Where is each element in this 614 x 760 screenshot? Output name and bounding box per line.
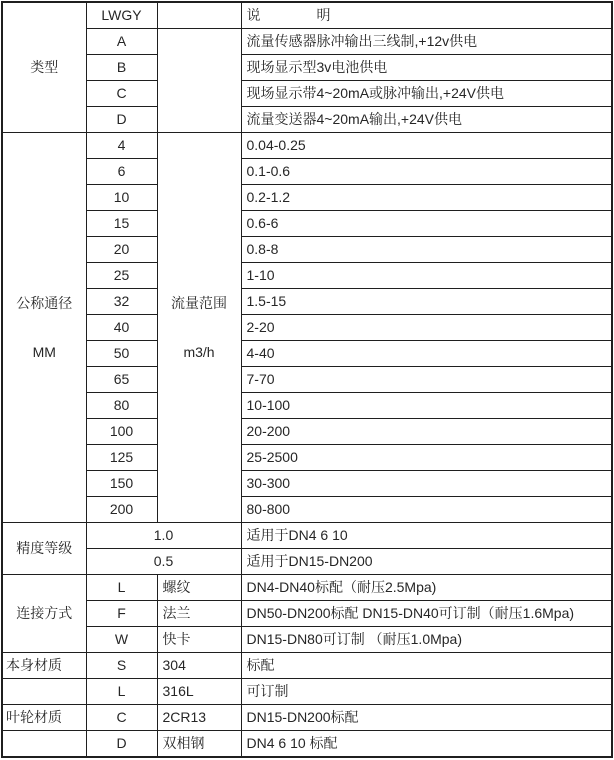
connection-code-cell: F xyxy=(86,601,157,627)
table-row xyxy=(2,523,612,549)
flow-range-cell: 20-200 xyxy=(241,419,612,445)
impeller-material-desc-cell: DN15-DN200标配 xyxy=(241,705,612,731)
diameter-size-cell: 25 xyxy=(86,263,157,289)
diameter-size-cell: 6 xyxy=(86,159,157,185)
connection-section-label: 连接方式 xyxy=(2,575,86,653)
diameter-size-cell: 4 xyxy=(86,133,157,159)
diameter-size-cell: 125 xyxy=(86,445,157,471)
table-row xyxy=(2,627,612,653)
header-middle-empty-cell xyxy=(157,2,241,29)
header-code-cell: LWGY xyxy=(86,2,157,29)
table-row xyxy=(2,185,612,211)
connection-desc-cell: DN15-DN80可订制 （耐压1.0Mpa) xyxy=(241,627,612,653)
flow-range-cell: 4-40 xyxy=(241,341,612,367)
flow-range-cell: 2-20 xyxy=(241,315,612,341)
flow-range-cell: 80-800 xyxy=(241,497,612,523)
table-row xyxy=(2,263,612,289)
accuracy-desc-cell: 适用于DN4 6 10 xyxy=(241,523,612,549)
flow-range-cell: 0.8-8 xyxy=(241,237,612,263)
flow-range-cell: 1.5-15 xyxy=(241,289,612,315)
flow-range-cell: 1-10 xyxy=(241,263,612,289)
table-row xyxy=(2,159,612,185)
impeller-material-code-cell: C xyxy=(86,705,157,731)
flow-range-cell: 0.04-0.25 xyxy=(241,133,612,159)
diameter-size-cell: 150 xyxy=(86,471,157,497)
flow-range-cell: 30-300 xyxy=(241,471,612,497)
type-desc-cell: 现场显示型3v电池供电 xyxy=(241,55,612,81)
table-row xyxy=(2,419,612,445)
flow-range-cell: 0.1-0.6 xyxy=(241,159,612,185)
flow-range-cell: 0.6-6 xyxy=(241,211,612,237)
body-material-section-label: 本身材质 xyxy=(2,653,86,679)
type-middle-empty-cell xyxy=(157,29,241,133)
table-row xyxy=(2,731,612,758)
connection-name-cell: 快卡 xyxy=(157,627,241,653)
diameter-size-cell: 32 xyxy=(86,289,157,315)
body-material-desc-cell: 可订制 xyxy=(241,679,612,705)
diameter-size-cell: 200 xyxy=(86,497,157,523)
type-desc-cell: 流量变送器4~20mA输出,+24V供电 xyxy=(241,107,612,133)
diameter-size-cell: 10 xyxy=(86,185,157,211)
table-row xyxy=(2,575,612,601)
type-code-cell: D xyxy=(86,107,157,133)
table-row xyxy=(2,653,612,679)
flow-range-line1: 流量范围 xyxy=(171,295,227,312)
table-row xyxy=(2,445,612,471)
accuracy-value-cell: 1.0 xyxy=(86,523,241,549)
accuracy-section-label: 精度等级 xyxy=(2,523,86,575)
flow-range-cell: 0.2-1.2 xyxy=(241,185,612,211)
flow-range-line2: m3/h xyxy=(183,343,215,360)
body-material-name-cell: 316L xyxy=(157,679,241,705)
flow-range-cell: 25-2500 xyxy=(241,445,612,471)
table-row xyxy=(2,29,612,55)
impeller-material-code-cell: D xyxy=(86,731,157,758)
connection-name-cell: 螺纹 xyxy=(157,575,241,601)
impeller-material-name-cell: 2CR13 xyxy=(157,705,241,731)
table-row xyxy=(2,367,612,393)
table-row xyxy=(2,133,612,159)
table-row xyxy=(2,107,612,133)
impeller-material-section-label: 叶轮材质 xyxy=(2,705,86,731)
type-section-label: 类型 xyxy=(2,2,86,133)
accuracy-value-cell: 0.5 xyxy=(86,549,241,575)
table-row xyxy=(2,315,612,341)
type-desc-cell: 流量传感器脉冲输出三线制,+12v供电 xyxy=(241,29,612,55)
connection-name-cell: 法兰 xyxy=(157,601,241,627)
diameter-size-cell: 65 xyxy=(86,367,157,393)
table-row xyxy=(2,211,612,237)
body-material-desc-cell: 标配 xyxy=(241,653,612,679)
spec-table xyxy=(1,1,613,758)
table-row xyxy=(2,601,612,627)
impeller-material-desc-cell: DN4 6 10 标配 xyxy=(241,731,612,758)
type-code-cell: C xyxy=(86,81,157,107)
impeller-material-empty-label-cell xyxy=(2,731,86,758)
flow-range-cell: 7-70 xyxy=(241,367,612,393)
table-row xyxy=(2,81,612,107)
table-row xyxy=(2,289,612,315)
body-material-code-cell: S xyxy=(86,653,157,679)
body-material-name-cell: 304 xyxy=(157,653,241,679)
diameter-size-cell: 20 xyxy=(86,237,157,263)
type-code-cell: B xyxy=(86,55,157,81)
diameter-size-cell: 15 xyxy=(86,211,157,237)
flow-range-cell: 10-100 xyxy=(241,393,612,419)
connection-desc-cell: DN4-DN40标配（耐压2.5Mpa) xyxy=(241,575,612,601)
table-row xyxy=(2,393,612,419)
type-code-cell: A xyxy=(86,29,157,55)
table-row xyxy=(2,55,612,81)
connection-code-cell: W xyxy=(86,627,157,653)
header-desc-cell: 说 明 xyxy=(241,2,612,29)
body-material-code-cell: L xyxy=(86,679,157,705)
type-desc-cell: 现场显示带4~20mA或脉冲输出,+24V供电 xyxy=(241,81,612,107)
diameter-size-cell: 40 xyxy=(86,315,157,341)
table-row xyxy=(2,679,612,705)
table-row xyxy=(2,497,612,523)
diameter-label-line1: 公称通径 xyxy=(16,295,73,312)
table-row xyxy=(2,2,612,29)
connection-desc-cell: DN50-DN200标配 DN15-DN40可订制（耐压1.6Mpa) xyxy=(241,601,612,627)
body-material-empty-label-cell xyxy=(2,679,86,705)
diameter-size-cell: 80 xyxy=(86,393,157,419)
table-row xyxy=(2,341,612,367)
diameter-size-cell: 50 xyxy=(86,341,157,367)
impeller-material-name-cell: 双相钢 xyxy=(157,731,241,758)
table-row xyxy=(2,237,612,263)
diameter-label-line2: MM xyxy=(32,343,56,360)
table-row xyxy=(2,471,612,497)
table-row xyxy=(2,549,612,575)
table-row xyxy=(2,705,612,731)
diameter-section-label xyxy=(2,133,86,523)
connection-code-cell: L xyxy=(86,575,157,601)
accuracy-desc-cell: 适用于DN15-DN200 xyxy=(241,549,612,575)
flow-range-label xyxy=(157,133,241,523)
diameter-size-cell: 100 xyxy=(86,419,157,445)
